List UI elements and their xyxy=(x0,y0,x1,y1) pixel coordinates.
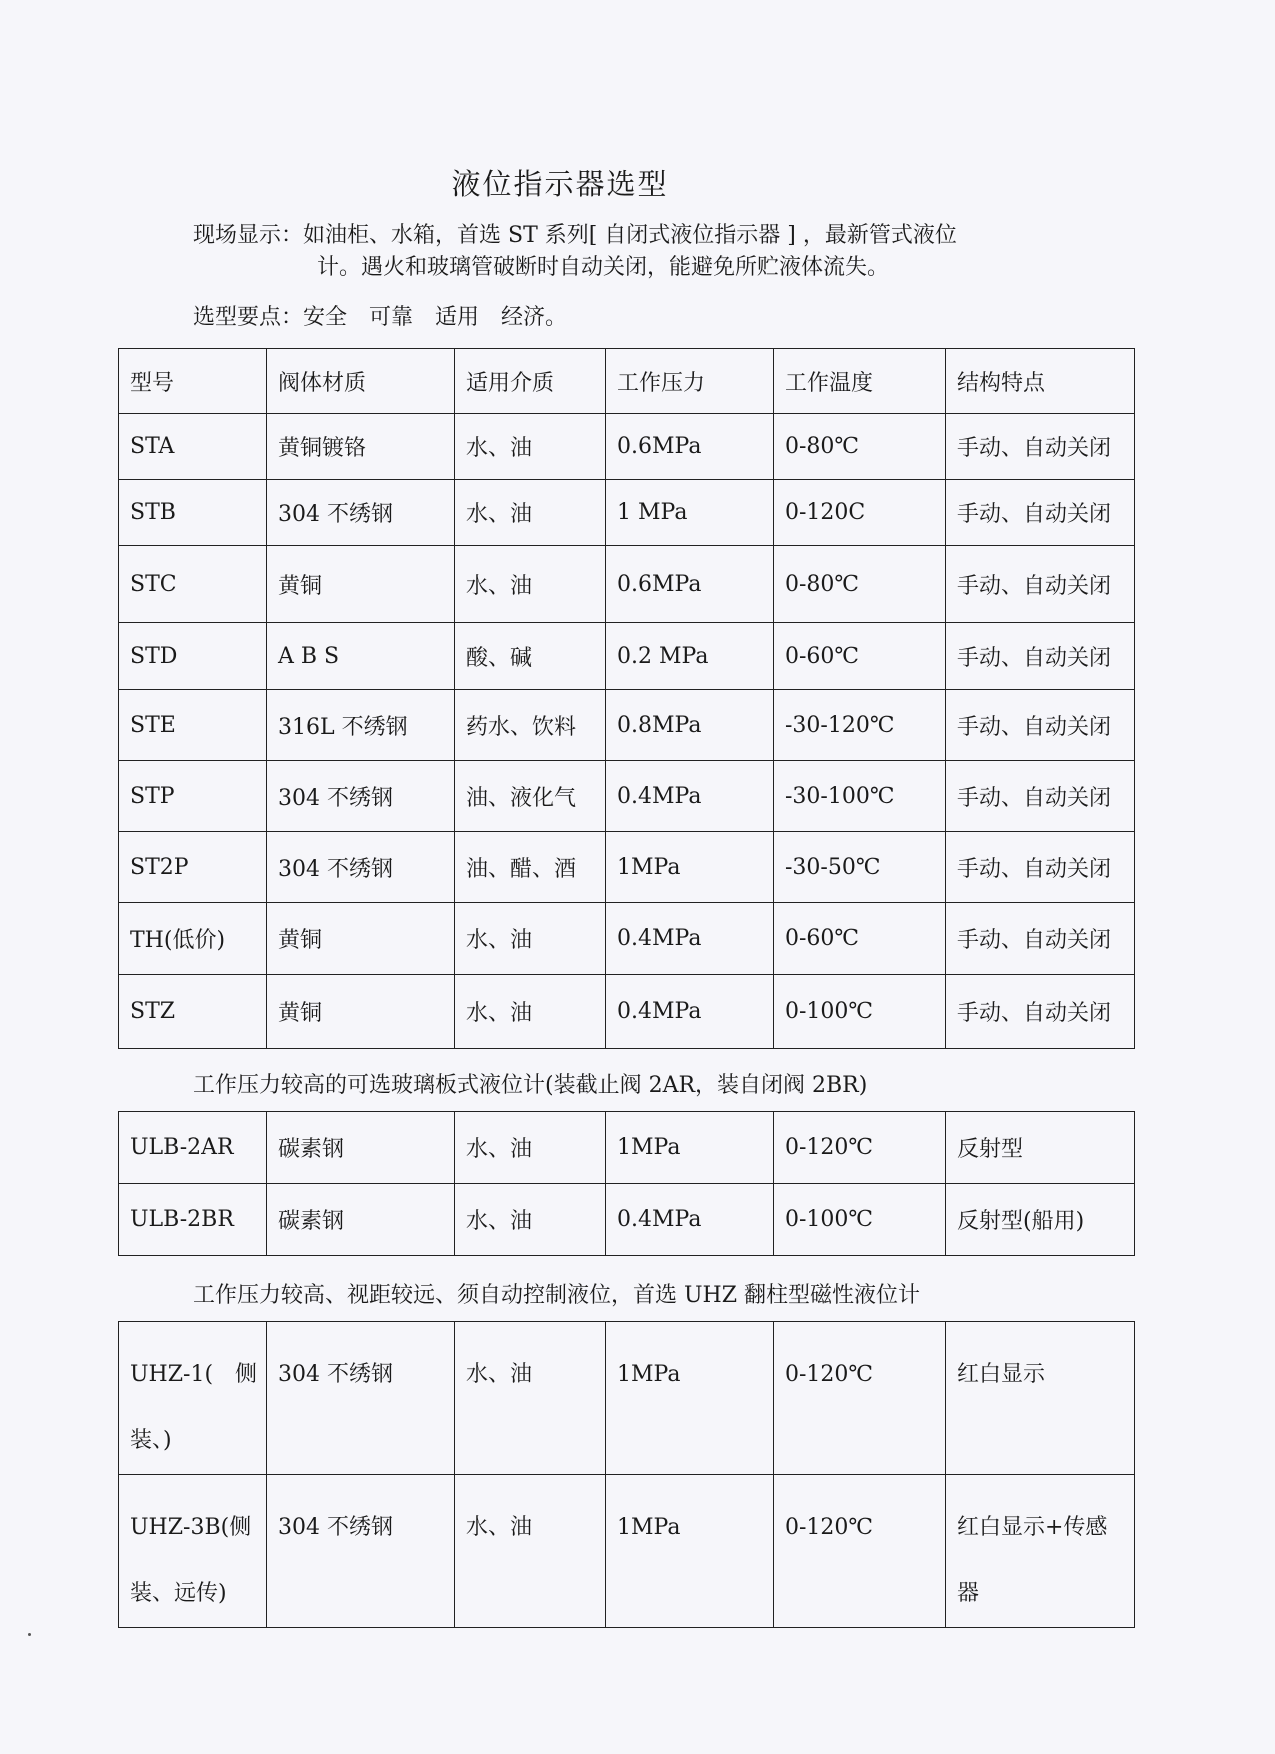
table-cell: STA xyxy=(119,414,267,480)
table-cell: 碳素钢 xyxy=(267,1184,455,1256)
table-cell xyxy=(119,1322,267,1475)
intro-paragraph xyxy=(193,220,1093,284)
uhz-series-table xyxy=(118,1321,1135,1628)
table-cell: 黄铜 xyxy=(267,903,455,975)
table-cell xyxy=(119,1475,267,1628)
table-row xyxy=(119,903,1135,975)
table-cell: 0-100℃ xyxy=(774,975,946,1049)
table-cell: 0-120℃ xyxy=(774,1475,946,1628)
table-header-cell: 阀体材质 xyxy=(267,349,455,414)
table-cell: 0.4MPa xyxy=(606,1184,774,1256)
table-cell: 0-60℃ xyxy=(774,903,946,975)
table-cell: 碳素钢 xyxy=(267,1112,455,1184)
table-cell: 304 不绣钢 xyxy=(267,832,455,903)
table-cell: STE xyxy=(119,690,267,761)
table-row xyxy=(119,414,1135,480)
table-cell: 黄铜 xyxy=(267,546,455,623)
subtitle-magnetic: 工作压力较高、视距较远、须自动控制液位，首选 UHZ 翻柱型磁性液位计 xyxy=(193,1283,921,1308)
table-header-cell: 结构特点 xyxy=(946,349,1135,414)
table-row xyxy=(119,1475,1135,1628)
table-cell: 0.4MPa xyxy=(606,975,774,1049)
table-cell: 0.8MPa xyxy=(606,690,774,761)
table-cell: 0-60℃ xyxy=(774,623,946,690)
table-cell: TH(低价) xyxy=(119,903,267,975)
table-cell: 水、油 xyxy=(455,1475,606,1628)
ulb-series-table xyxy=(118,1111,1135,1256)
table-cell: 0-120℃ xyxy=(774,1112,946,1184)
table-cell: 1MPa xyxy=(606,1322,774,1475)
table-cell: -30-50℃ xyxy=(774,832,946,903)
table-cell: 水、油 xyxy=(455,903,606,975)
cell-line: UHZ-1( 侧 xyxy=(130,1362,258,1387)
table-cell: 手动、自动关闭 xyxy=(946,832,1135,903)
table-cell xyxy=(946,1475,1135,1628)
table-cell xyxy=(946,1322,1135,1475)
table-cell: 0.6MPa xyxy=(606,546,774,623)
table-cell: ULB-2AR xyxy=(119,1112,267,1184)
table-cell: 1 MPa xyxy=(606,480,774,546)
table-cell: 反射型 xyxy=(946,1112,1135,1184)
table-row xyxy=(119,832,1135,903)
page-title: 液位指示器选型 xyxy=(451,167,669,201)
st-series-table xyxy=(118,348,1135,1049)
table-cell: 水、油 xyxy=(455,414,606,480)
table-cell: A B S xyxy=(267,623,455,690)
table-cell: 0.4MPa xyxy=(606,761,774,832)
table-cell: 304 不绣钢 xyxy=(267,761,455,832)
table-row xyxy=(119,623,1135,690)
table-row xyxy=(119,690,1135,761)
table-row xyxy=(119,1322,1135,1475)
table-header-cell: 适用介质 xyxy=(455,349,606,414)
table-cell: 0-120℃ xyxy=(774,1322,946,1475)
table-cell: STC xyxy=(119,546,267,623)
table-cell: STP xyxy=(119,761,267,832)
table-cell: 0-80℃ xyxy=(774,414,946,480)
table-row xyxy=(119,1184,1135,1256)
table-cell: 手动、自动关闭 xyxy=(946,480,1135,546)
table-cell: STZ xyxy=(119,975,267,1049)
subtitle-glass-plate: 工作压力较高的可选玻璃板式液位计(装截止阀 2AR，装自闭阀 2BR) xyxy=(193,1073,868,1098)
table-cell: 0.6MPa xyxy=(606,414,774,480)
table-cell: 油、液化气 xyxy=(455,761,606,832)
scan-speck xyxy=(28,1633,31,1636)
table-cell: 手动、自动关闭 xyxy=(946,903,1135,975)
table-cell: 304 不绣钢 xyxy=(267,1475,455,1628)
table-cell: 油、醋、酒 xyxy=(455,832,606,903)
table-cell: STD xyxy=(119,623,267,690)
table-cell: 反射型(船用) xyxy=(946,1184,1135,1256)
table-row xyxy=(119,975,1135,1049)
table-cell: 酸、碱 xyxy=(455,623,606,690)
table-cell: 0.4MPa xyxy=(606,903,774,975)
table-header-cell: 型号 xyxy=(119,349,267,414)
table-cell: 手动、自动关闭 xyxy=(946,623,1135,690)
cell-line: 装、远传) xyxy=(130,1581,227,1606)
table-cell: -30-100℃ xyxy=(774,761,946,832)
table-cell: -30-120℃ xyxy=(774,690,946,761)
table-row xyxy=(119,480,1135,546)
selection-points: 选型要点：安全 可靠 适用 经济。 xyxy=(193,305,568,330)
table-row xyxy=(119,546,1135,623)
table-header-row xyxy=(119,349,1135,414)
table-header-cell: 工作压力 xyxy=(606,349,774,414)
table-cell: STB xyxy=(119,480,267,546)
table-cell: 0-100℃ xyxy=(774,1184,946,1256)
cell-line: 红白显示 xyxy=(957,1362,1046,1387)
table-cell: 手动、自动关闭 xyxy=(946,761,1135,832)
table-cell: 水、油 xyxy=(455,975,606,1049)
table-cell: 手动、自动关闭 xyxy=(946,546,1135,623)
table-cell: 水、油 xyxy=(455,546,606,623)
table-header-cell: 工作温度 xyxy=(774,349,946,414)
table-cell: 0-80℃ xyxy=(774,546,946,623)
table-cell: 0-120C xyxy=(774,480,946,546)
table-cell: ULB-2BR xyxy=(119,1184,267,1256)
table-cell: 黄铜 xyxy=(267,975,455,1049)
table-cell: 水、油 xyxy=(455,1184,606,1256)
table-cell: 药水、饮料 xyxy=(455,690,606,761)
cell-line: 装、) xyxy=(130,1428,172,1453)
table-cell: 水、油 xyxy=(455,1322,606,1475)
cell-line: UHZ-3B(侧 xyxy=(130,1515,252,1540)
table-cell: ST2P xyxy=(119,832,267,903)
intro-line-1: 现场显示：如油柜、水箱，首选 ST 系列[ 自闭式液位指示器 ] ，最新管式液位 xyxy=(193,223,957,248)
table-cell: 316L 不绣钢 xyxy=(267,690,455,761)
table-row xyxy=(119,1112,1135,1184)
table-cell: 0.2 MPa xyxy=(606,623,774,690)
cell-line: 器 xyxy=(957,1581,980,1606)
table-cell: 1MPa xyxy=(606,1112,774,1184)
table-cell: 1MPa xyxy=(606,832,774,903)
table-cell: 水、油 xyxy=(455,1112,606,1184)
table-cell: 304 不绣钢 xyxy=(267,480,455,546)
table-cell: 304 不绣钢 xyxy=(267,1322,455,1475)
table-cell: 手动、自动关闭 xyxy=(946,414,1135,480)
cell-line: 红白显示+传感 xyxy=(957,1515,1108,1540)
intro-line-2: 计。遇火和玻璃管破断时自动关闭，能避免所贮液体流失。 xyxy=(317,255,890,280)
table-cell: 黄铜镀铬 xyxy=(267,414,455,480)
table-cell: 手动、自动关闭 xyxy=(946,690,1135,761)
table-cell: 水、油 xyxy=(455,480,606,546)
table-cell: 手动、自动关闭 xyxy=(946,975,1135,1049)
table-cell: 1MPa xyxy=(606,1475,774,1628)
table-row xyxy=(119,761,1135,832)
